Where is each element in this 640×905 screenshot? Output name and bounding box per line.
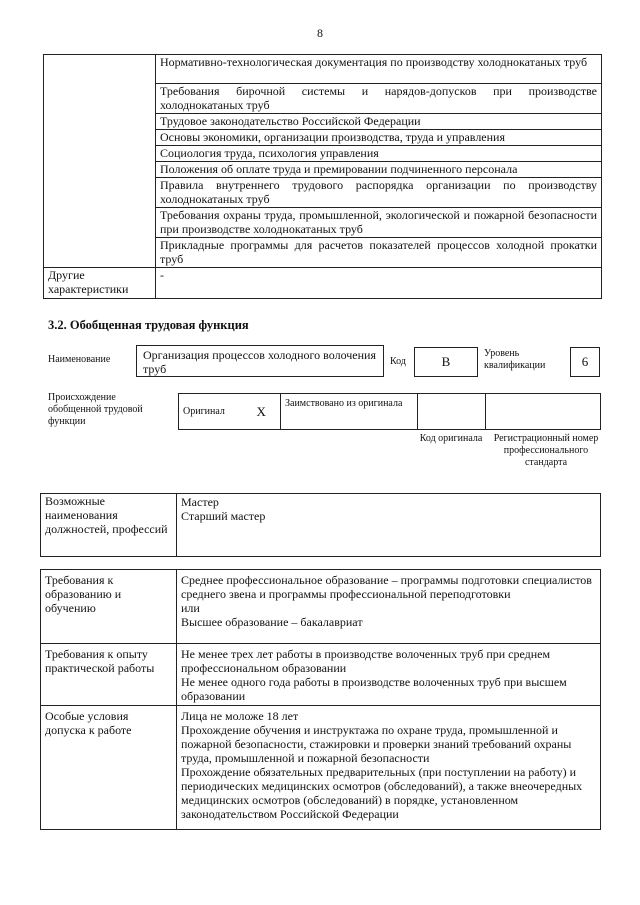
knowledge-item: Требования бирочной системы и нарядов-допусков при производстве холоднокатаных труб [156,84,602,114]
level-value-box [570,347,600,377]
level-label: Уровень квалификации [484,348,546,371]
knowledge-item: Положения об оплате труда и премировании подчиненного персонала [156,162,602,178]
original-code-cell [418,394,486,430]
code-value: B [441,354,451,369]
education-value: Среднее профессиональное образование – программы подготовки специалистов среднего звена и программы профессиональной переподготовки или Высшее образование – бакалавриат [177,570,601,644]
special-conditions-value: Лица не моложе 18 лет Прохождение обучения и инструктажа по охране труда, промышленной и пожарной безопасности, стажировки и проверки знаний требований охраны труда, промышленной и пожарной безопасности Прохождение обязательных предварительных (при поступлении на работу) и периодических медицинских осмотров (обследований), а также внеочередных медицинских осмотров (обследований) в порядке, установленном законодательством Российской Федерации [177,706,601,830]
original-mark: X [243,394,281,430]
knowledge-item: Правила внутреннего трудового распорядка организации по производству холоднокатаных труб [156,178,602,208]
code-value-box [414,347,478,377]
other-characteristics-label: Другие характеристики [44,268,156,299]
origin-table [178,393,601,430]
page-number: 8 [317,26,323,40]
positions-label: Возможные наименования должностей, профессий [41,494,177,557]
knowledge-item: Основы экономики, организации производства, труда и управления [156,130,602,146]
knowledge-item: Социология труда, психология управления [156,146,602,162]
section-title: 3.2. Обобщенная трудовая функция [48,318,249,332]
knowledge-item: Трудовое законодательство Российской Федерации [156,114,602,130]
registration-caption: Регистрационный номер профессионального стандарта [493,433,599,468]
code-caption: Код оригинала [419,433,483,444]
registration-number-cell [486,394,601,430]
positions-table [40,493,601,557]
code-label: Код [390,356,406,367]
origin-label: Происхождение обобщенной трудовой функции [48,392,143,427]
knowledge-table [43,54,602,299]
knowledge-label-cell [44,55,156,268]
borrowed-label: Заимствовано из оригинала [281,394,418,430]
knowledge-item: Требования охраны труда, промышленной, экологической и пожарной безопасности при производстве холоднокатаных труб [156,208,602,238]
experience-label: Требования к опыту практической работы [41,644,177,706]
requirements-table [40,569,601,830]
education-label: Требования к образованию и обучению [41,570,177,644]
level-value: 6 [581,354,589,369]
experience-value: Не менее трех лет работы в производстве волоченных труб при среднем профессиональном образовании Не менее одного года работы в производстве волоченных труб при высшем образовании [177,644,601,706]
positions-value: Мастер Старший мастер [177,494,601,557]
knowledge-item: Нормативно-технологическая документация по производству холоднокатаных труб [156,55,602,84]
special-conditions-label: Особые условия допуска к работе [41,706,177,830]
original-label: Оригинал [179,394,243,430]
knowledge-item: Прикладные программы для расчетов показателей процессов холодной прокатки труб [156,238,602,268]
other-characteristics-value: - [156,268,602,299]
name-value: Организация процессов холодного волочения труб [143,348,376,376]
name-label: Наименование [48,354,111,365]
name-value-box [136,345,384,377]
